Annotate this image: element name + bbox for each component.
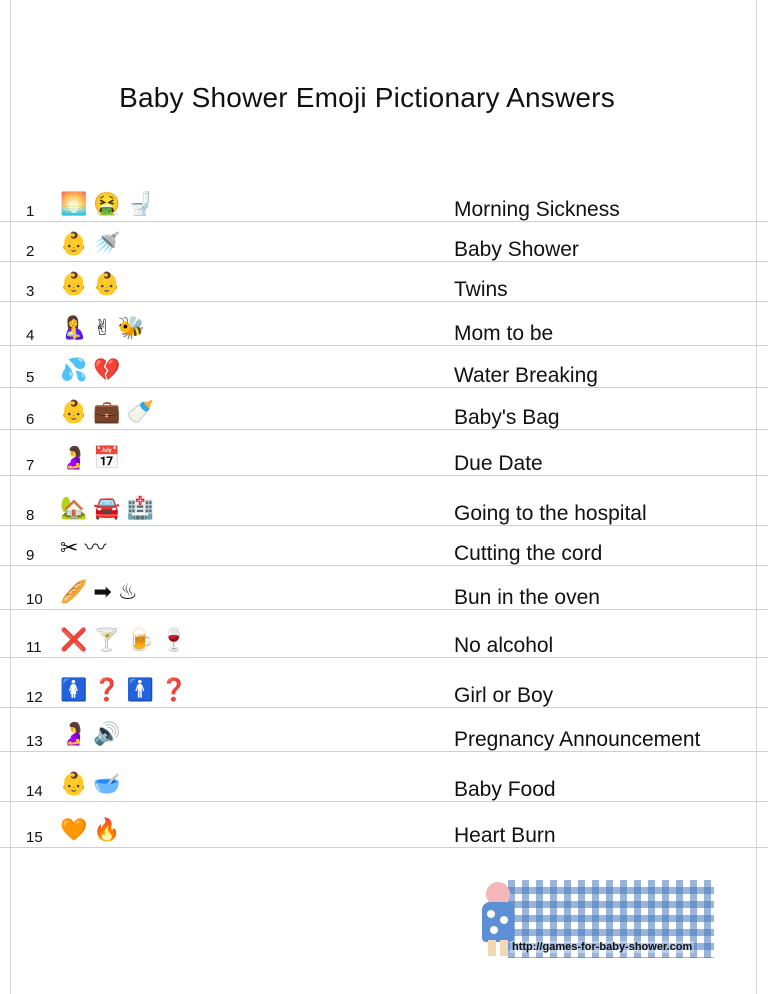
emoji-clue: ❌🍸🍺🍷 xyxy=(60,628,194,653)
list-item xyxy=(0,664,768,708)
list-item xyxy=(0,708,768,752)
item-number: 9 xyxy=(26,547,35,564)
item-answer: Water Breaking xyxy=(454,364,598,387)
item-answer: Baby's Bag xyxy=(454,406,560,429)
item-number: 3 xyxy=(26,283,35,300)
item-number: 6 xyxy=(26,411,35,428)
page-title: Baby Shower Emoji Pictionary Answers xyxy=(119,82,615,113)
item-number: 8 xyxy=(26,507,35,524)
item-answer: Baby Shower xyxy=(454,238,579,261)
emoji-clue: 👶🥣 xyxy=(60,772,127,797)
item-number: 10 xyxy=(26,591,43,608)
item-answer: No alcohol xyxy=(454,634,554,657)
website-link[interactable]: http://games-for-baby-shower.com xyxy=(512,941,693,953)
site-logo[interactable] xyxy=(478,880,718,958)
list-item xyxy=(0,386,768,430)
item-number: 5 xyxy=(26,369,35,386)
emoji-clue: 💦💔 xyxy=(60,358,127,383)
list-item xyxy=(0,344,768,388)
item-answer: Pregnancy Announcement xyxy=(454,728,701,751)
list-item xyxy=(0,178,768,222)
emoji-clue: 🤰📅 xyxy=(60,446,127,471)
item-answer: Due Date xyxy=(454,452,543,475)
item-number: 15 xyxy=(26,829,43,846)
item-answer: Baby Food xyxy=(454,778,556,801)
list-item xyxy=(0,218,768,262)
item-answer: Twins xyxy=(454,278,508,301)
emoji-clue: 🧡🔥 xyxy=(60,818,127,843)
item-answer: Morning Sickness xyxy=(454,198,620,221)
item-number: 4 xyxy=(26,327,35,344)
emoji-clue: 🚺❓🚹❓ xyxy=(60,678,194,703)
list-item xyxy=(0,522,768,566)
list-item xyxy=(0,804,768,848)
emoji-clue: ✂〰 xyxy=(60,536,113,561)
item-answer: Mom to be xyxy=(454,322,554,345)
list-item xyxy=(0,258,768,302)
emoji-clue: 👶💼🍼 xyxy=(60,400,161,425)
list-item xyxy=(0,614,768,658)
list-item xyxy=(0,432,768,476)
emoji-clue: 🏡🚘🏥 xyxy=(60,496,161,521)
emoji-clue: 👶👶 xyxy=(60,272,127,297)
item-answer: Girl or Boy xyxy=(454,684,554,707)
emoji-clue: 🥖➡♨ xyxy=(60,580,144,605)
item-number: 14 xyxy=(26,783,43,800)
list-item xyxy=(0,482,768,526)
item-answer: Going to the hospital xyxy=(454,502,647,525)
item-answer: Heart Burn xyxy=(454,824,556,847)
item-answer: Bun in the oven xyxy=(454,586,600,609)
emoji-clue: 🤰🔊 xyxy=(60,722,127,747)
emoji-clue: 🤱✌🐝 xyxy=(60,316,152,341)
item-number: 1 xyxy=(26,203,35,220)
item-number: 7 xyxy=(26,457,35,474)
item-number: 2 xyxy=(26,243,35,260)
item-number: 13 xyxy=(26,733,43,750)
list-item xyxy=(0,566,768,610)
emoji-clue: 🌅🤮🚽 xyxy=(60,192,161,217)
emoji-clue: 👶🚿 xyxy=(60,232,127,257)
item-number: 12 xyxy=(26,689,43,706)
item-number: 11 xyxy=(26,639,42,656)
item-answer: Cutting the cord xyxy=(454,542,603,565)
list-item xyxy=(0,302,768,346)
list-item xyxy=(0,758,768,802)
